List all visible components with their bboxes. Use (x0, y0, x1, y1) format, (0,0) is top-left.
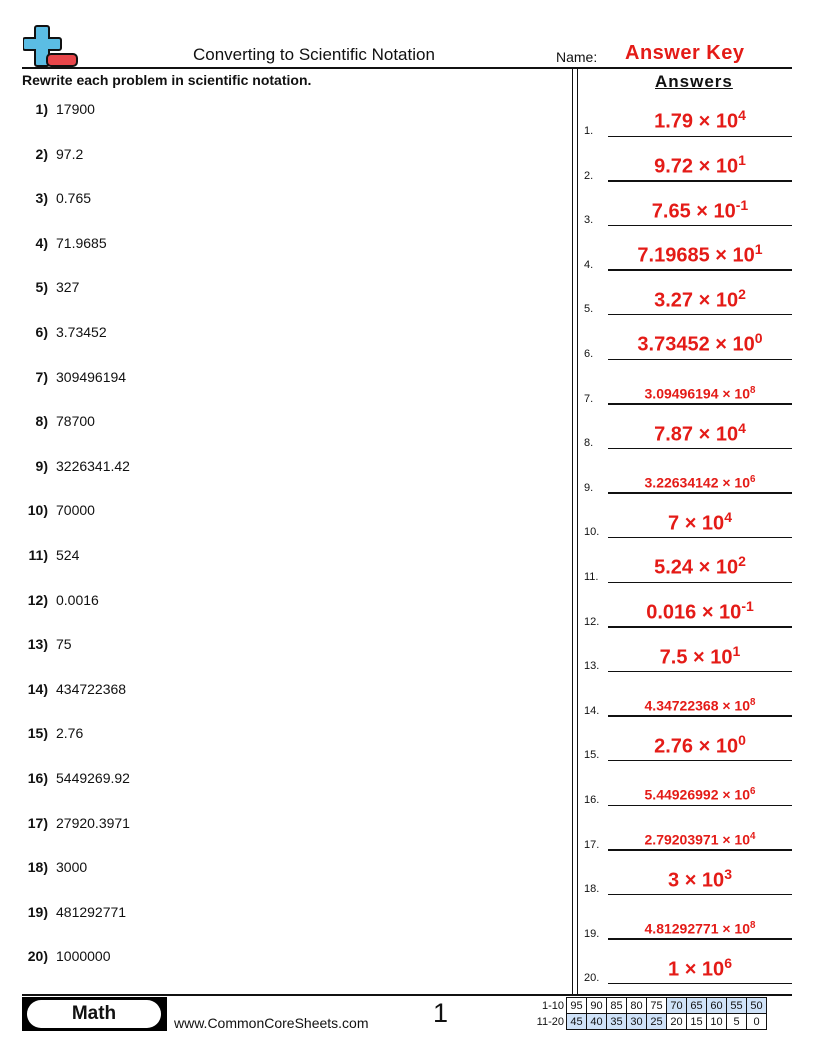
question-value: 2.76 (56, 725, 84, 742)
question-value: 327 (56, 279, 80, 296)
answer-item (584, 642, 792, 673)
answer-exponent: 1 (738, 151, 746, 168)
score-cell: 55 (727, 998, 747, 1014)
question-value: 70000 (56, 502, 95, 519)
answer-item (584, 419, 792, 450)
answer-number: 2. (584, 169, 594, 182)
answer-exponent: 8 (750, 697, 756, 709)
answer-number: 3. (584, 214, 594, 227)
answer-item (584, 468, 792, 494)
question-item (22, 190, 91, 206)
answer-line (608, 983, 792, 985)
score-cell: 70 (667, 998, 687, 1014)
question-value: 75 (56, 636, 72, 653)
answer-exponent: 4 (724, 508, 732, 525)
question-item (22, 681, 126, 697)
answer-item (584, 954, 792, 985)
question-value: 3000 (56, 859, 88, 876)
question-number: 2) (35, 145, 48, 162)
question-item (22, 636, 72, 652)
answer-item (584, 508, 792, 539)
question-item (22, 146, 83, 162)
answer-mantissa: 9.72 × 10 (654, 155, 739, 178)
answer-mantissa: 7.87 × 10 (654, 423, 739, 446)
question-value: 17900 (56, 101, 95, 117)
name-value: Answer Key (625, 42, 745, 64)
question-item (22, 369, 126, 385)
answer-item (584, 597, 792, 628)
score-cell: 25 (647, 1014, 667, 1030)
answer-item (584, 196, 792, 227)
question-item (22, 725, 83, 741)
question-number: 6) (35, 324, 48, 340)
answer-line (608, 849, 792, 851)
answer-mantissa: 3.27 × 10 (654, 289, 739, 312)
column-divider (572, 69, 578, 995)
question-number: 3) (35, 190, 48, 207)
answer-mantissa: 5.44926992 × 10 (644, 787, 751, 803)
score-cell: 40 (587, 1014, 607, 1030)
answer-number: 19. (584, 927, 600, 940)
score-cell: 35 (607, 1014, 627, 1030)
question-number: 13) (27, 636, 48, 653)
question-number: 5) (35, 279, 48, 296)
answer-number: 14. (584, 704, 600, 717)
answer-line (608, 537, 792, 539)
answer-item (584, 241, 792, 271)
question-item (22, 770, 130, 786)
answer-number: 18. (584, 883, 600, 896)
question-item (22, 592, 99, 608)
answer-value (608, 509, 792, 536)
answer-item (584, 865, 792, 896)
answer-value (608, 920, 792, 937)
score-cell: 20 (667, 1014, 687, 1030)
answer-number: 6. (584, 348, 594, 360)
answer-mantissa: 2.79203971 × 10 (644, 831, 751, 848)
question-item (22, 904, 126, 920)
question-value: 1000000 (56, 948, 111, 965)
answer-line (608, 938, 792, 940)
score-row-label: 11-20 (536, 1015, 564, 1028)
answer-exponent: -1 (735, 196, 749, 213)
question-value: 27920.3971 (56, 814, 130, 831)
answer-mantissa: 2.76 × 10 (654, 735, 739, 758)
answer-line (608, 403, 792, 405)
question-number: 15) (27, 725, 48, 742)
answer-mantissa: 3 × 10 (668, 869, 725, 892)
subject-badge (22, 997, 167, 1031)
question-item (22, 502, 95, 518)
answer-mantissa: 7 × 10 (668, 512, 725, 535)
instructions: Rewrite each problem in scientific notation. (22, 72, 312, 88)
answer-exponent: 4 (738, 419, 746, 436)
answer-mantissa: 3.09496194 × 10 (644, 385, 751, 402)
answer-mantissa: 3.22634142 × 10 (644, 474, 751, 491)
answer-value (608, 474, 792, 491)
question-value: 97.2 (56, 145, 84, 162)
answer-line (608, 180, 792, 182)
answer-line (608, 492, 792, 494)
answer-mantissa: 7.5 × 10 (659, 646, 733, 669)
score-cell: 90 (587, 998, 607, 1014)
answer-mantissa: 0.016 × 10 (646, 601, 742, 624)
answer-value (608, 330, 792, 357)
answer-value (608, 598, 792, 625)
answer-number: 11. (584, 571, 599, 583)
answer-number: 13. (584, 660, 600, 673)
header-divider (22, 67, 792, 69)
answer-value (608, 643, 792, 670)
answer-exponent: 0 (754, 330, 763, 347)
answer-mantissa: 1.79 × 10 (654, 111, 739, 133)
subject-label: Math (27, 1000, 161, 1028)
answer-number: 16. (584, 794, 600, 806)
score-cell: 10 (707, 1014, 727, 1030)
answer-value (608, 241, 792, 268)
answer-value (608, 420, 792, 447)
question-value: 0.765 (56, 190, 92, 207)
answer-exponent: 8 (750, 920, 756, 932)
question-number: 9) (35, 457, 48, 474)
score-cell: 30 (627, 1014, 647, 1030)
answer-mantissa: 3.73452 × 10 (637, 334, 755, 356)
answer-item (584, 914, 792, 940)
answer-line (608, 582, 792, 584)
answer-exponent: 8 (750, 384, 756, 396)
question-value: 78700 (56, 413, 95, 430)
worksheet-title: Converting to Scientific Notation (193, 45, 435, 64)
question-item (22, 324, 107, 340)
answer-exponent: 3 (724, 865, 732, 882)
answer-exponent: 1 (754, 241, 763, 258)
name-label: Name: (556, 49, 598, 65)
question-number: 8) (35, 413, 48, 430)
answer-mantissa: 4.34722368 × 10 (644, 697, 751, 714)
answer-exponent: 4 (750, 830, 756, 842)
answer-mantissa: 5.24 × 10 (654, 557, 739, 579)
answer-number: 15. (584, 749, 600, 762)
answer-line (608, 671, 792, 673)
answers-heading: Answers (655, 72, 733, 91)
answer-mantissa: 4.81292771 × 10 (644, 920, 751, 937)
question-value: 5449269.92 (56, 770, 130, 786)
score-cell: 95 (567, 998, 587, 1014)
answer-item (584, 285, 792, 316)
answer-line (608, 269, 792, 271)
score-cell: 15 (687, 1014, 707, 1030)
question-number: 10) (27, 502, 48, 519)
question-item (22, 413, 95, 429)
answer-value (608, 866, 792, 893)
answer-line (608, 760, 792, 762)
answer-value (608, 955, 792, 982)
answer-mantissa: 1 × 10 (668, 958, 725, 981)
answer-number: 7. (584, 392, 594, 405)
answer-item (584, 379, 792, 405)
answer-value (608, 385, 792, 402)
logo-plus-minus-icon (23, 24, 79, 68)
answer-value (608, 152, 792, 179)
question-value: 3226341.42 (56, 457, 130, 474)
answer-number: 8. (584, 437, 594, 450)
answer-value (608, 197, 792, 224)
answer-number: 5. (584, 303, 594, 316)
answer-exponent: 0 (738, 731, 746, 748)
question-number: 1) (35, 101, 48, 117)
answer-item (584, 780, 792, 806)
answer-item (584, 151, 792, 182)
question-number: 12) (27, 591, 48, 608)
answer-line (608, 894, 792, 896)
answer-item (584, 825, 792, 851)
answer-exponent: 6 (750, 786, 756, 798)
score-cell: 60 (707, 998, 727, 1014)
answer-mantissa: 7.19685 × 10 (637, 244, 755, 267)
answer-number: 1. (584, 125, 594, 137)
answer-number: 10. (584, 526, 600, 539)
score-cell: 65 (687, 998, 707, 1014)
question-number: 16) (27, 770, 48, 786)
answer-item (584, 731, 792, 762)
answer-exponent: 2 (738, 285, 746, 302)
answer-line (608, 715, 792, 717)
answer-item (584, 107, 792, 137)
answer-item (584, 330, 792, 360)
question-value: 3.73452 (56, 324, 107, 340)
question-value: 434722368 (56, 680, 127, 697)
answer-value (608, 786, 792, 803)
question-item (22, 859, 87, 875)
footer-divider (22, 994, 792, 996)
question-item (22, 547, 79, 563)
answer-exponent: 4 (738, 107, 746, 124)
answer-line (608, 626, 792, 628)
question-item (22, 948, 111, 964)
answer-exponent: 6 (724, 954, 732, 971)
question-number: 19) (27, 903, 48, 920)
answer-value (608, 553, 792, 580)
question-item (22, 458, 130, 474)
answer-value (608, 697, 792, 714)
website-link[interactable]: www.CommonCoreSheets.com (174, 1015, 369, 1031)
answer-value (608, 286, 792, 313)
question-item (22, 815, 130, 831)
answer-item (584, 553, 792, 583)
answer-line (608, 225, 792, 227)
score-cell: 85 (607, 998, 627, 1014)
score-row-label: 1-10 (541, 999, 564, 1012)
answer-line (608, 805, 792, 807)
score-cell: 0 (747, 1014, 767, 1030)
question-value: 309496194 (56, 368, 127, 385)
score-table (528, 997, 767, 1030)
question-item (22, 101, 95, 117)
question-number: 4) (35, 234, 48, 251)
answer-value (608, 107, 792, 134)
page-number: 1 (433, 998, 449, 1028)
answer-number: 12. (584, 615, 600, 628)
answer-exponent: 2 (738, 553, 746, 570)
question-value: 0.0016 (56, 591, 99, 608)
question-number: 18) (27, 859, 48, 876)
answer-number: 4. (584, 258, 594, 271)
question-value: 524 (56, 547, 80, 563)
answer-exponent: -1 (741, 597, 754, 614)
answer-exponent: 6 (750, 474, 756, 486)
score-cell: 5 (727, 1014, 747, 1030)
answer-item (584, 691, 792, 717)
question-number: 14) (27, 680, 48, 697)
question-item (22, 279, 79, 295)
answer-mantissa: 7.65 × 10 (651, 200, 736, 223)
score-cell: 80 (627, 998, 647, 1014)
answer-value (608, 732, 792, 759)
answer-line (608, 359, 792, 361)
question-value: 481292771 (56, 903, 127, 920)
answer-number: 9. (584, 481, 594, 494)
score-cell: 75 (647, 998, 667, 1014)
question-item (22, 235, 107, 251)
question-value: 71.9685 (56, 234, 107, 251)
answer-line (608, 136, 792, 138)
answer-value (608, 831, 792, 848)
score-cell: 50 (747, 998, 767, 1014)
question-number: 7) (35, 368, 48, 385)
answer-exponent: 1 (732, 642, 741, 659)
question-number: 11) (28, 547, 48, 563)
answer-number: 17. (584, 838, 600, 851)
answer-line (608, 314, 792, 316)
question-number: 17) (27, 814, 48, 831)
question-number: 20) (27, 948, 48, 965)
answer-line (608, 448, 792, 450)
score-cell: 45 (567, 1014, 587, 1030)
answer-number: 20. (584, 972, 600, 985)
